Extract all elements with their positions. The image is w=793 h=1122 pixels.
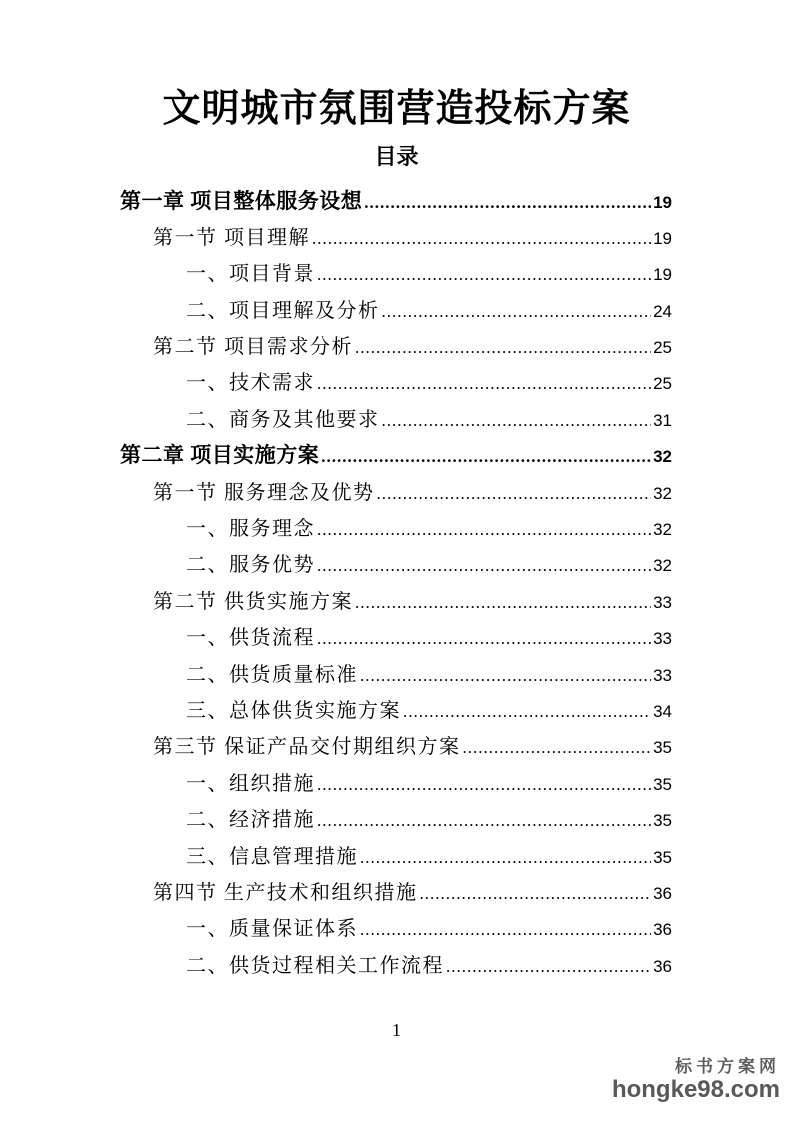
toc-entry-label: 三、信息管理措施 <box>186 845 358 868</box>
toc-dot-leader <box>317 520 651 540</box>
toc-entry[interactable] <box>186 294 672 330</box>
toc-dot-leader <box>317 265 651 285</box>
toc-entry[interactable] <box>120 439 672 475</box>
toc-entry-label: 二、供货质量标准 <box>186 663 358 686</box>
toc-entry-page-number: 24 <box>653 301 672 321</box>
toc-dot-leader <box>364 193 651 213</box>
table-of-contents <box>120 185 672 986</box>
toc-dot-leader <box>317 556 651 576</box>
toc-dot-leader <box>446 957 651 977</box>
toc-entry-page-number: 32 <box>653 483 672 503</box>
toc-entry[interactable] <box>186 767 672 803</box>
toc-entry[interactable] <box>186 949 672 985</box>
watermark-site-url: hongke98.com <box>611 1076 780 1103</box>
toc-entry-label: 二、项目理解及分析 <box>186 299 380 322</box>
toc-entry-page-number: 35 <box>653 811 672 831</box>
toc-entry-label: 第一节 服务理念及优势 <box>153 481 375 504</box>
toc-entry[interactable] <box>186 803 672 839</box>
toc-dot-leader <box>321 447 651 467</box>
toc-entry-page-number: 19 <box>653 228 672 248</box>
toc-entry-page-number: 36 <box>653 956 672 976</box>
toc-dot-leader <box>317 811 651 831</box>
toc-entry-label: 一、服务理念 <box>186 518 315 541</box>
toc-entry-page-number: 25 <box>653 338 672 358</box>
toc-dot-leader <box>317 775 651 795</box>
toc-entry-page-number: 25 <box>653 374 672 394</box>
toc-entry[interactable] <box>153 876 672 912</box>
toc-entry-label: 二、商务及其他要求 <box>186 408 380 431</box>
site-watermark <box>612 1058 780 1102</box>
toc-entry[interactable] <box>120 185 672 221</box>
toc-entry-page-number: 32 <box>653 556 672 576</box>
toc-entry-page-number: 19 <box>653 192 672 212</box>
toc-entry[interactable] <box>186 840 672 876</box>
toc-dot-leader <box>312 229 651 249</box>
toc-entry[interactable] <box>186 366 672 402</box>
document-title: 文明城市氛围营造投标方案 <box>162 88 631 130</box>
toc-entry-label: 二、经济措施 <box>186 809 315 832</box>
watermark-site-name: 标书方案网 <box>675 1057 780 1076</box>
toc-entry-label: 第一章 项目整体服务设想 <box>120 188 363 213</box>
toc-entry[interactable] <box>153 476 672 512</box>
toc-entry[interactable] <box>186 403 672 439</box>
toc-entry[interactable] <box>153 330 672 366</box>
toc-dot-leader <box>317 629 651 649</box>
toc-dot-leader <box>403 702 651 722</box>
toc-entry-label: 三、总体供货实施方案 <box>186 699 401 722</box>
toc-entry-page-number: 34 <box>653 701 672 721</box>
toc-entry[interactable] <box>153 585 672 621</box>
toc-entry-page-number: 33 <box>653 592 672 612</box>
toc-entry-label: 第四节 生产技术和组织措施 <box>153 881 418 904</box>
toc-entry-label: 二、服务优势 <box>186 554 315 577</box>
toc-entry-label: 第二节 项目需求分析 <box>153 336 353 359</box>
toc-dot-leader <box>360 848 651 868</box>
toc-entry-label: 第二节 供货实施方案 <box>153 590 353 613</box>
toc-entry-label: 第三节 保证产品交付期组织方案 <box>153 736 461 759</box>
toc-entry-page-number: 35 <box>653 847 672 867</box>
toc-dot-leader <box>377 484 652 504</box>
toc-entry-page-number: 32 <box>653 447 672 467</box>
toc-entry-label: 一、组织措施 <box>186 772 315 795</box>
toc-entry-label: 第二章 项目实施方案 <box>120 443 320 468</box>
toc-dot-leader <box>355 338 651 358</box>
toc-dot-leader <box>463 738 652 758</box>
toc-entry[interactable] <box>186 257 672 293</box>
toc-entry-page-number: 31 <box>653 410 672 430</box>
toc-entry[interactable] <box>186 694 672 730</box>
toc-entry-page-number: 33 <box>653 665 672 685</box>
toc-entry[interactable] <box>186 658 672 694</box>
toc-entry[interactable] <box>186 912 672 948</box>
toc-dot-leader <box>382 302 652 322</box>
toc-entry-page-number: 36 <box>653 883 672 903</box>
toc-entry-page-number: 36 <box>653 920 672 940</box>
toc-entry-page-number: 35 <box>653 774 672 794</box>
toc-dot-leader <box>360 666 651 686</box>
toc-entry-label: 第一节 项目理解 <box>153 226 310 249</box>
toc-dot-leader <box>360 920 651 940</box>
toc-entry-label: 一、质量保证体系 <box>186 918 358 941</box>
toc-dot-leader <box>317 374 651 394</box>
toc-entry-page-number: 19 <box>653 265 672 285</box>
toc-dot-leader <box>420 884 652 904</box>
toc-dot-leader <box>382 411 652 431</box>
toc-entry-label: 一、技术需求 <box>186 372 315 395</box>
toc-entry[interactable] <box>186 512 672 548</box>
toc-entry[interactable] <box>153 221 672 257</box>
toc-entry-label: 一、项目背景 <box>186 263 315 286</box>
toc-entry[interactable] <box>186 548 672 584</box>
toc-entry[interactable] <box>153 730 672 766</box>
toc-heading: 目录 <box>374 143 419 169</box>
footer-page-number: 1 <box>392 1020 401 1040</box>
toc-entry-label: 一、供货流程 <box>186 627 315 650</box>
toc-entry-page-number: 32 <box>653 520 672 540</box>
toc-entry-page-number: 35 <box>653 738 672 758</box>
toc-dot-leader <box>355 593 651 613</box>
toc-entry-label: 二、供货过程相关工作流程 <box>186 954 444 977</box>
toc-entry[interactable] <box>186 621 672 657</box>
toc-entry-page-number: 33 <box>653 629 672 649</box>
